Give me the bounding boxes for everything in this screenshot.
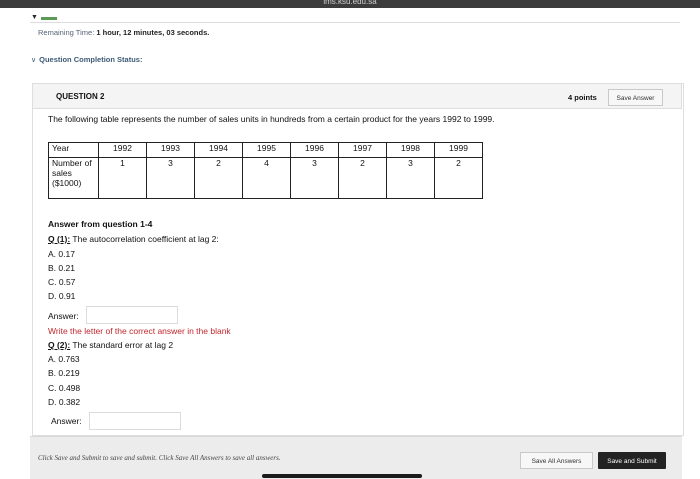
q1-prompt [48, 234, 219, 244]
table-cell: 2 [339, 158, 387, 199]
remaining-time-value: 1 hour, 12 minutes, 03 seconds. [96, 28, 210, 37]
q1-option: D. 0.91 [48, 291, 76, 301]
footer-instructions: Click Save and Submit to save and submit. Click Save All Answers to save all answers. [38, 454, 281, 462]
save-and-submit-button[interactable]: Save and Submit [598, 452, 666, 469]
table-cell: 3 [387, 158, 435, 199]
table-row [49, 143, 483, 158]
table-cell: 1992 [99, 143, 147, 158]
table-cell: 1996 [291, 143, 339, 158]
table-cell: 1995 [243, 143, 291, 158]
question-title: QUESTION 2 [56, 92, 105, 101]
remaining-time [38, 28, 209, 37]
chevron-down-icon: ∨ [31, 57, 37, 64]
question-completion-status[interactable] [31, 55, 142, 64]
section-title: Answer from question 1-4 [48, 219, 153, 229]
table-cell: 1998 [387, 143, 435, 158]
q1-answer-input[interactable] [86, 306, 178, 324]
q2-number: Q (2): [48, 340, 71, 350]
save-answer-button[interactable]: Save Answer [608, 89, 663, 106]
table-row [49, 158, 483, 199]
table-cell: 1994 [195, 143, 243, 158]
table-cell: 4 [243, 158, 291, 199]
q2-answer-label: Answer: [51, 416, 82, 426]
q1-number: Q (1): [48, 234, 71, 244]
q1-option: C. 0.57 [48, 277, 76, 287]
answer-instruction: Write the letter of the correct answer in the blank [48, 326, 231, 336]
q2-option: B. 0.219 [48, 368, 80, 378]
divider [30, 22, 680, 23]
table-cell: 1997 [339, 143, 387, 158]
browser-top-bar [0, 0, 700, 8]
q1-text: The autocorrelation coefficient at lag 2: [72, 234, 219, 244]
q1-answer-label: Answer: [48, 311, 79, 321]
q2-prompt [48, 340, 173, 350]
table-cell: 3 [147, 158, 195, 199]
table-row-header: Number of sales ($1000) [49, 158, 99, 199]
collapse-arrow-icon[interactable]: ▼ [31, 14, 38, 21]
question-completion-status-label: Question Completion Status: [39, 55, 143, 64]
table-cell: 1999 [435, 143, 483, 158]
question-points: 4 points [568, 93, 597, 102]
remaining-time-label: Remaining Time: [38, 28, 95, 37]
table-cell: 2 [195, 158, 243, 199]
table-cell: 1993 [147, 143, 195, 158]
table-cell: 3 [291, 158, 339, 199]
q2-answer-input[interactable] [89, 412, 181, 430]
table-cell: 2 [435, 158, 483, 199]
save-all-answers-button[interactable]: Save All Answers [520, 452, 593, 469]
table-cell: 1 [99, 158, 147, 199]
table-row-header: Year [49, 143, 99, 158]
q2-option: A. 0.763 [48, 354, 80, 364]
q2-option: D. 0.382 [48, 397, 81, 407]
sales-table [48, 142, 483, 199]
url-text: lms.ksu.edu.sa [323, 0, 377, 6]
q1-option: A. 0.17 [48, 249, 75, 259]
progress-indicator [41, 17, 57, 20]
question-panel [32, 83, 684, 436]
q2-option: C. 0.498 [48, 383, 81, 393]
question-text: The following table represents the number of sales units in hundreds from a certain product for the years 1992 to 1999. [48, 114, 495, 124]
q1-option: B. 0.21 [48, 263, 75, 273]
q2-text: The standard error at lag 2 [72, 340, 174, 350]
home-indicator [262, 474, 422, 478]
